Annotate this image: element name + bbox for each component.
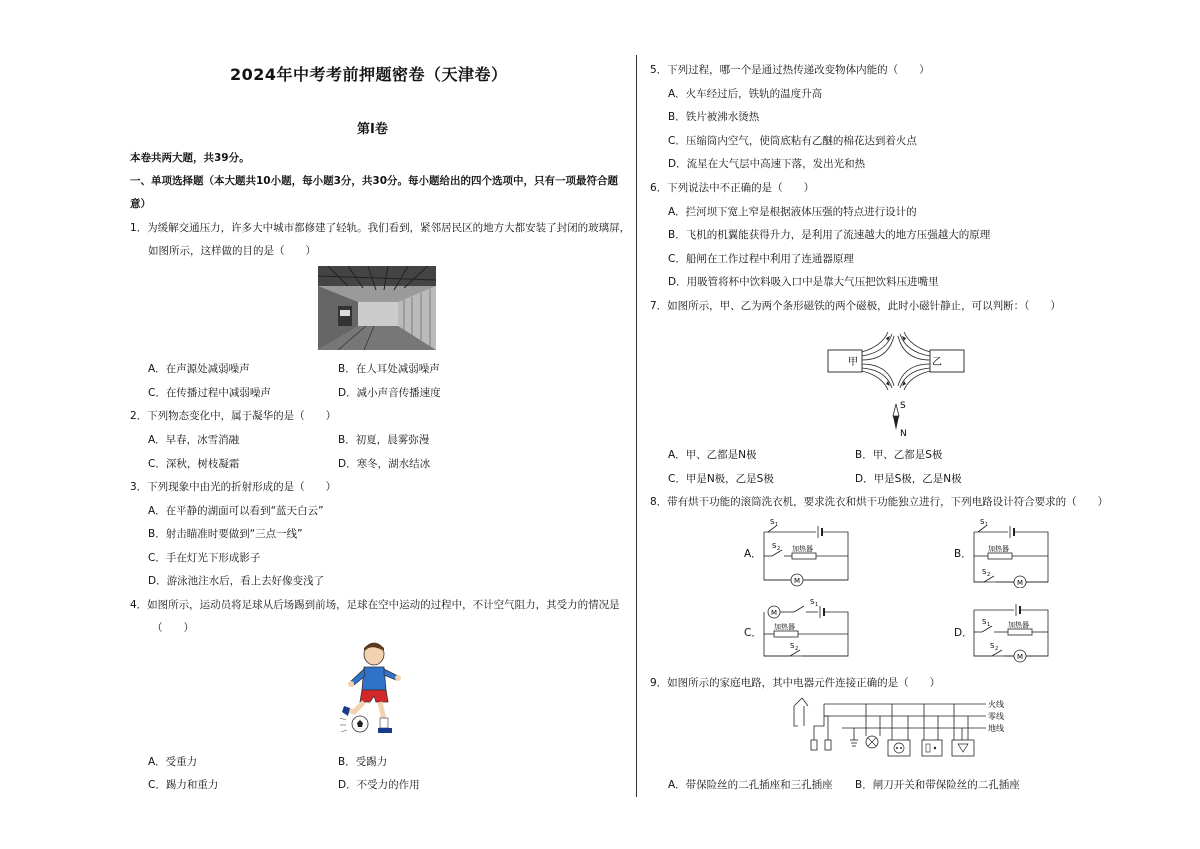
q9-ground-wire-label: 地线: [988, 724, 1004, 733]
q7-magnet-diagram: [826, 332, 966, 440]
q1-stem: 1．为缓解交通压力，许多大中城市都修建了轻轨。我们看到，紧邻居民区的地方大都安装了封闭的玻璃屏，: [130, 222, 631, 234]
svg-text:2: 2: [987, 572, 991, 578]
q1-railway-image: [318, 266, 436, 350]
svg-text:1: 1: [985, 522, 989, 528]
q1-option-c: C．在传播过程中减弱噪声: [148, 387, 271, 399]
q7-stem: 7．如图所示，甲、乙为两个条形磁铁的两个磁极，此时小磁针静止，可以判断：（ ）: [650, 300, 1061, 312]
q9-option-b: B．闸刀开关和带保险丝的二孔插座: [855, 779, 1020, 791]
svg-text:1: 1: [815, 602, 819, 608]
q3-option-b: B．射击瞄准时要做到“三点一线”: [148, 528, 303, 540]
q9-household-circuit: [784, 696, 1014, 760]
svg-text:1: 1: [987, 622, 991, 628]
svg-text:S: S: [790, 642, 795, 650]
svg-text:S: S: [770, 518, 775, 526]
svg-text:S: S: [772, 542, 777, 550]
svg-text:S: S: [982, 568, 987, 576]
svg-text:加热器: 加热器: [1008, 621, 1029, 629]
intro-text: 本卷共两大题，共39分。: [130, 152, 250, 164]
svg-text:M: M: [771, 609, 778, 617]
svg-text:加热器: 加热器: [774, 623, 795, 631]
svg-text:加热器: 加热器: [988, 545, 1009, 553]
exam-title: 2024年中考考前押题密卷（天津卷）: [230, 65, 508, 84]
svg-text:S: S: [980, 518, 985, 526]
q3-option-c: C．手在灯光下形成影子: [148, 552, 261, 564]
column-divider: [636, 55, 637, 797]
q7-label-yi: 乙: [932, 357, 942, 368]
q4-soccer-player-image: [340, 640, 408, 738]
q7-label-jia: 甲: [848, 357, 858, 368]
svg-text:M: M: [794, 577, 801, 585]
svg-text:S: S: [982, 618, 987, 626]
q9-stem: 9．如图所示的家庭电路，其中电器元件连接正确的是（ ）: [650, 677, 941, 689]
q8-label-c: C．: [744, 627, 762, 639]
q7-option-a: A．甲、乙都是N极: [668, 449, 757, 461]
q8-label-d: D．: [954, 627, 973, 639]
q7-needle-s: S: [900, 401, 906, 411]
part1-heading: 一、单项选择题（本大题共10小题，每小题3分，共30分。每小题给出的四个选项中，只有一项最符合题: [130, 175, 619, 187]
svg-text:2: 2: [995, 646, 999, 652]
q2-option-a: A．早春，冰雪消融: [148, 434, 240, 446]
q6-stem: 6．下列说法中不正确的是（ ）: [650, 182, 815, 194]
q9-neutral-wire-label: 零线: [988, 712, 1004, 721]
svg-text:M: M: [1017, 579, 1024, 587]
q4-option-c: C．踢力和重力: [148, 779, 219, 791]
part1-heading-cont: 意）: [130, 198, 151, 210]
svg-text:M: M: [1017, 653, 1024, 661]
q9-live-wire-label: 火线: [988, 700, 1004, 709]
q6-option-d: D．用吸管将杯中饮料吸入口中是靠大气压把饮料压进嘴里: [668, 276, 939, 288]
q1-option-d: D．减小声音传播速度: [338, 387, 441, 399]
q8-label-b: B．: [954, 548, 972, 560]
svg-text:2: 2: [777, 546, 781, 552]
q3-stem: 3．下列现象中由光的折射形成的是（ ）: [130, 481, 337, 493]
q4-option-d: D．不受力的作用: [338, 779, 420, 791]
q6-option-c: C．船闸在工作过程中利用了连通器原理: [668, 253, 854, 265]
q5-option-c: C．压缩筒内空气，使筒底粘有乙醚的棉花达到着火点: [668, 135, 917, 147]
q8-circuit-a: [760, 518, 852, 588]
svg-text:S: S: [810, 598, 815, 606]
section-heading: 第Ⅰ卷: [357, 122, 388, 137]
q7-option-c: C．甲是N极，乙是S极: [668, 473, 774, 485]
q3-option-d: D．游泳池注水后，看上去好像变浅了: [148, 575, 325, 587]
q2-option-d: D．寒冬，湖水结冰: [338, 458, 431, 470]
q8-stem: 8．带有烘干功能的滚筒洗衣机，要求洗衣和烘干功能独立进行，下列电路设计符合要求的（ ）: [650, 496, 1109, 508]
q4-option-b: B．受踢力: [338, 756, 388, 768]
q2-option-c: C．深秋，树枝凝霜: [148, 458, 240, 470]
q4-stem: 4．如图所示，运动员将足球从后场踢到前场，足球在空中运动的过程中，不计空气阻力，其受力的情况是: [130, 599, 620, 611]
q1-option-a: A．在声源处减弱噪声: [148, 363, 250, 375]
svg-text:2: 2: [795, 646, 799, 652]
svg-text:S: S: [990, 642, 995, 650]
q5-option-a: A．火车经过后，铁轨的温度升高: [668, 88, 823, 100]
q8-label-a: A．: [744, 548, 762, 560]
q6-option-b: B．飞机的机翼能获得升力，是利用了流速越大的地方压强越大的原理: [668, 229, 991, 241]
svg-text:1: 1: [775, 522, 779, 528]
q1-option-b: B．在人耳处减弱噪声: [338, 363, 440, 375]
q6-option-a: A．拦河坝下宽上窄是根据液体压强的特点进行设计的: [668, 206, 917, 218]
q1-stem-cont: 如图所示，这样做的目的是（ ）: [148, 245, 316, 257]
q5-stem: 5．下列过程，哪一个是通过热传递改变物体内能的（ ）: [650, 64, 930, 76]
q5-option-b: B．铁片被沸水烫热: [668, 111, 760, 123]
q2-option-b: B．初夏，晨雾弥漫: [338, 434, 430, 446]
q8-circuit-b: [970, 518, 1052, 588]
q7-option-d: D．甲是S极，乙是N极: [855, 473, 962, 485]
q4-stem-cont: （ ）: [152, 622, 194, 634]
q3-option-a: A．在平静的湖面可以看到“蓝天白云”: [148, 505, 324, 517]
q4-option-a: A．受重力: [148, 756, 198, 768]
q8-circuit-c: [760, 598, 852, 662]
q9-option-a: A．带保险丝的二孔插座和三孔插座: [668, 779, 833, 791]
q2-stem: 2．下列物态变化中，属于凝华的是（ ）: [130, 410, 337, 422]
q7-needle-n: N: [900, 429, 907, 439]
svg-text:加热器: 加热器: [792, 545, 813, 553]
q5-option-d: D．流星在大气层中高速下落，发出光和热: [668, 158, 866, 170]
q7-option-b: B．甲、乙都是S极: [855, 449, 943, 461]
q8-circuit-d: [970, 598, 1052, 664]
